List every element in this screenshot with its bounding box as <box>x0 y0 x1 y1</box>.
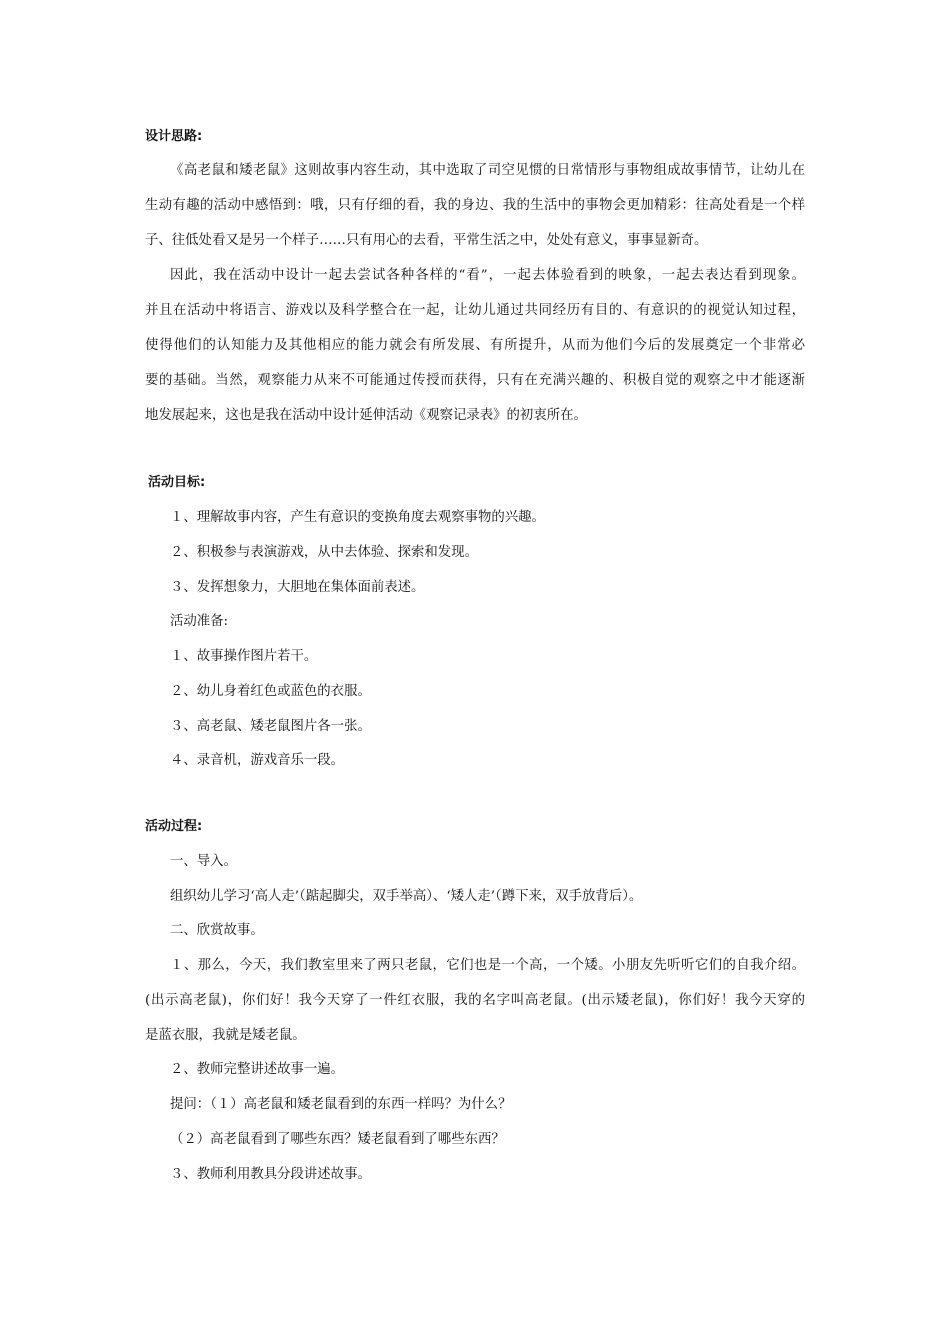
prep-heading: 活动准备: <box>170 614 229 629</box>
paragraph-line: 地发展起来，这也是我在活动中设计延伸活动《观察记录表》的初衷所在。 <box>145 408 587 423</box>
goal-item: １、理解故事内容，产生有意识的变换角度去观察事物的兴趣。 <box>170 510 545 525</box>
process-line: 二、欣赏故事。 <box>170 923 264 938</box>
paragraph-line: 因此，我在活动中设计一起去尝试各种各样的“看”，一起去体验看到的映象，一起去表达看到现象。 <box>170 268 805 283</box>
process-line: 提问：（１）高老鼠和矮老鼠看到的东西一样吗？为什么？ <box>170 1097 512 1112</box>
process-line: （２）高老鼠看到了哪些东西？矮老鼠看到了哪些东西？ <box>170 1132 505 1147</box>
section-heading-process: 活动过程: <box>145 819 203 834</box>
prep-item: ４、录音机，游戏音乐一段。 <box>170 753 345 768</box>
paragraph-line: 子、往低处看又是另一个样子……只有用心的去看，平常生活之中，处处有意义，事事显新奇。 <box>145 233 708 248</box>
prep-item: ３、高老鼠、矮老鼠图片各一张。 <box>170 719 371 734</box>
paragraph-line: 《高老鼠和矮老鼠》这则故事内容生动，其中选取了司空见惯的日常情形与事物组成故事情节，让幼儿在 <box>170 163 805 178</box>
paragraph-line: 要的基础。当然，观察能力从来不可能通过传授而获得，只有在充满兴趣的、积极自觉的观察之中才能逐渐 <box>145 373 805 388</box>
prep-item: １、故事操作图片若干。 <box>170 649 318 664</box>
process-line: ３、教师利用教具分段讲述故事。 <box>170 1167 371 1182</box>
prep-item: ２、幼儿身着红色或蓝色的衣服。 <box>170 684 371 699</box>
process-line: ２、教师完整讲述故事一遍。 <box>170 1062 345 1077</box>
process-line: 组织幼儿学习‘高人走’（踮起脚尖，双手举高）、‘矮人走’（蹲下来，双手放背后）。 <box>170 889 643 904</box>
paragraph-line: 并且在活动中将语言、游戏以及科学整合在一起，让幼儿通过共同经历有目的、有意识的的视觉认知过程， <box>145 303 805 318</box>
section-heading-goals: 活动目标: <box>148 475 206 490</box>
goal-item: ２、积极参与表演游戏，从中去体验、探索和发现。 <box>170 545 478 560</box>
process-line: １、那么，今天，我们教室里来了两只老鼠，它们也是一个高，一个矮。小朋友先听听它们的自我介绍。 <box>170 958 805 973</box>
paragraph-line: 生动有趣的活动中感悟到：哦，只有仔细的看，我的身边、我的生活中的事物会更加精彩：往高处看是一个样 <box>145 198 805 213</box>
section-heading-design: 设计思路: <box>145 129 203 144</box>
paragraph-line: 使得他们的认知能力及其他相应的能力就会有所发展、有所提升，从而为他们今后的发展奠定一个非常必 <box>145 338 805 353</box>
process-line: (出示高老鼠)，你们好！我今天穿了一件红衣服，我的名字叫高老鼠。(出示矮老鼠)，你们好！我今天穿的 <box>145 993 805 1008</box>
process-line: 是蓝衣服，我就是矮老鼠。 <box>145 1028 306 1043</box>
goal-item: ３、发挥想象力，大胆地在集体面前表述。 <box>170 580 425 595</box>
process-line: 一、导入。 <box>170 854 237 869</box>
